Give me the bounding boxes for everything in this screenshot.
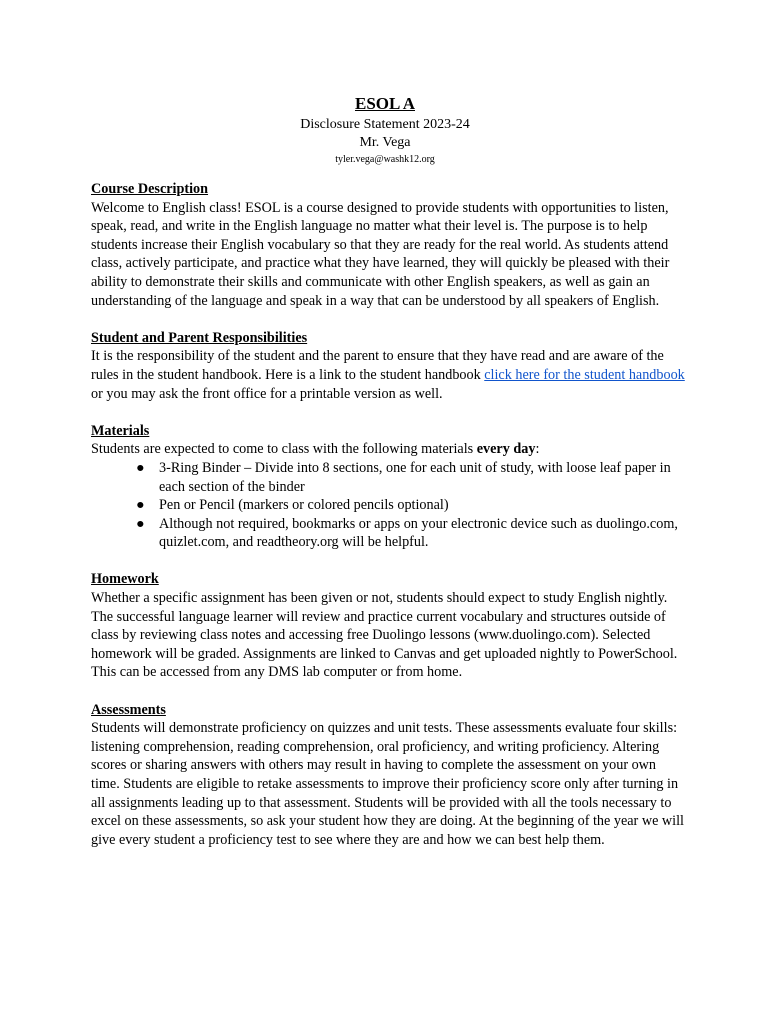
section-heading: Student and Parent Responsibilities: [91, 329, 308, 346]
section-text: Students will demonstrate proficiency on quizzes and unit tests. These assessments evaluate four skills: listening comprehension, reading comprehension, oral proficiency, and writing proficiency. Altering scores or sharing answers with others may result in having to complete the assessment on your own time. Students are eligible to retake assessments to improve their proficiency score only after turning in all assignments leading up to that assessment. Students will be provided with all the tools necessary to excel on these assessments, so ask your student how they are doing. At the beginning of the year we will give every student a proficiency test to see where they are and how we can best help them.: [91, 720, 684, 848]
list-item-text: 3-Ring Binder – Divide into 8 sections, one for each unit of study, with loose leaf paper in each section of the binder: [159, 459, 671, 495]
document-subtitle: Disclosure Statement 2023-24: [300, 117, 470, 132]
text-after-link: or you may ask the front office for a printable version as well.: [91, 385, 443, 402]
bullet-icon: ●: [136, 497, 145, 514]
list-item: [136, 515, 686, 552]
section-text: Whether a specific assignment has been given or not, students should expect to study English nightly. The successful language learner will review and practice current vocabulary and structures outside of class by reviewing class notes and accessing free Duolingo lessons (www.duolingo.com). Selected homework will be graded. Assignments are linked to Canvas and get uploaded nightly to PowerSchool. This can be accessed from any DMS lab computer or from home.: [91, 590, 678, 681]
section-heading: Course Description: [91, 181, 209, 197]
intro-emphasis: every day: [476, 441, 536, 458]
section-homework: [91, 570, 686, 682]
bullet-icon: ●: [136, 515, 145, 532]
document-body: [91, 180, 686, 868]
section-text: Welcome to English class! ESOL is a course designed to provide students with opportunities to listen, speak, read, and write in the English language no matter what their level is. The purpose is to help students increase their English vocabulary so that they are ready for the real world. As students attend class, actively participate, and practice what they have learned, they will quickly be pleased with their ability to demonstrate their skills and communicate with other English speakers, as well as gain an understanding of the language and speak in a way that can be understood by all speakers of English.: [91, 199, 670, 309]
section-responsibilities: [91, 329, 686, 403]
text-before-link: It is the responsibility of the student and the parent to ensure that they have read and are aware of the rules in the student handbook. Here is a link to the student handbook: [91, 348, 664, 383]
list-item: [136, 459, 686, 496]
list-item-text: Although not required, bookmarks or apps on your electronic device such as duolingo.com, quizlet.com, and readtheory.org will be helpful.: [159, 515, 678, 551]
student-handbook-link[interactable]: click here for the student handbook: [484, 366, 685, 383]
list-item: [136, 496, 686, 515]
bullet-icon: ●: [136, 459, 145, 476]
document-header: [0, 92, 770, 168]
document-title: ESOL A: [354, 94, 415, 113]
section-materials: [91, 422, 686, 552]
teacher-name: Mr. Vega: [359, 135, 411, 150]
section-heading: Assessments: [91, 701, 166, 718]
section-heading: Homework: [91, 571, 159, 588]
list-item-text: Pen or Pencil (markers or colored pencils optional): [159, 497, 449, 514]
intro-end: :: [535, 441, 540, 458]
materials-intro: [91, 440, 686, 459]
section-assessments: [91, 701, 686, 850]
teacher-email: tyler.vega@washk12.org: [335, 154, 435, 165]
section-course-description: [91, 180, 686, 310]
materials-list: [91, 459, 686, 552]
section-heading: Materials: [91, 422, 150, 439]
intro-text: Students are expected to come to class with the following materials: [91, 441, 477, 458]
section-text: [91, 347, 686, 403]
